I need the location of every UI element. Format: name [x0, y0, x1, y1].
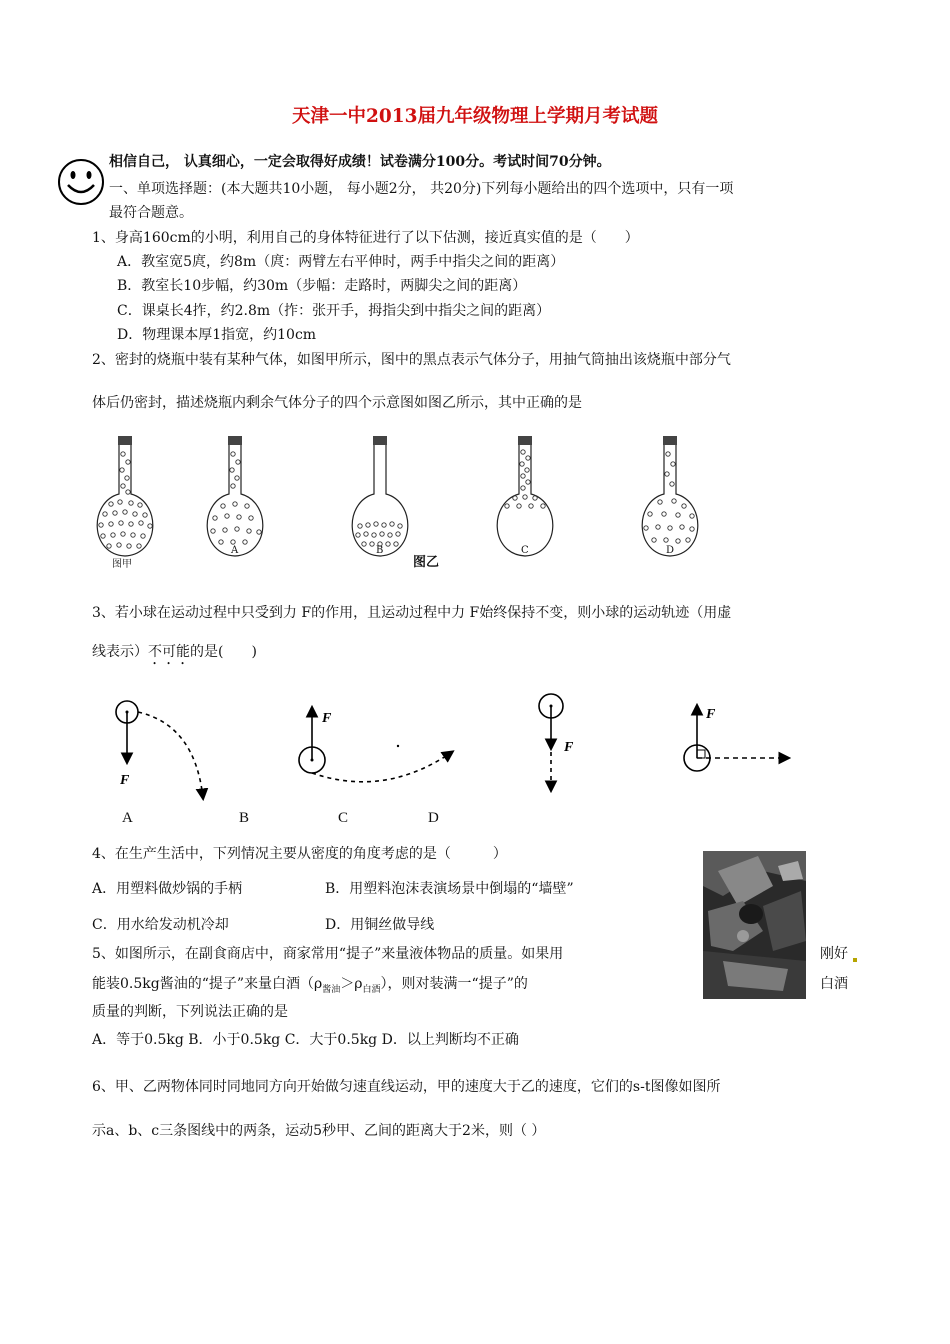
flask-a [207, 436, 263, 556]
q5-stem-line1: 5、如图所示，在副食商店中，商家常用“提子”来量液体物品的质量。如果用 [92, 946, 564, 962]
q3-label-c: C [338, 810, 349, 826]
q4-stem: 4、在生产生活中，下列情况主要从密度的角度考虑的是（ ） [92, 846, 507, 862]
trajectory-b [299, 708, 452, 782]
tizi-photo [703, 851, 806, 999]
flask-figure [85, 430, 705, 570]
q3-label-d: D [428, 810, 439, 826]
flask-label-d: D [666, 545, 675, 556]
flask-label-c: C [521, 545, 529, 556]
flask-label-a: A [231, 545, 239, 556]
page-title: 天津一中2013届九年级物理上学期月考试题 [292, 106, 658, 127]
section-heading: 一、单项选择题：(本大题共10小题， 每小题2分， 共20分)下列每小题给出的四个选项中，只有一项 [109, 181, 734, 197]
section-heading-cont: 最符合题意。 [109, 205, 193, 221]
figure-caption-yi: 图乙 [413, 555, 440, 570]
flask-jia [97, 436, 153, 556]
q2-stem-line1: 2、密封的烧瓶中装有某种气体，如图甲所示，图中的黑点表示气体分子，用抽气筒抽出该烧瓶中部分气 [92, 352, 731, 368]
flask-label-b: B [376, 545, 384, 556]
flask-d [642, 436, 698, 556]
q4-option-c: C．用水给发动机冷却 [92, 917, 229, 933]
q5-stem-line1-right: 刚好 [820, 946, 848, 962]
svg-text:F: F [120, 773, 130, 788]
yellow-dot [853, 958, 857, 962]
smiley-face-icon [56, 157, 106, 207]
q5-options: A．等于0.5kg B．小于0.5kg C．大于0.5kg D．以上判断均不正确 [92, 1032, 519, 1048]
q3-stem-line2: 线表示）不可能的是( ) [92, 644, 257, 660]
q1-option-c: C．课桌长4拃，约2.8m（拃：张开手，拇指尖到中指尖之间的距离） [117, 303, 551, 319]
q1-option-d: D．物理课本厚1指宽，约10cm [117, 327, 317, 343]
q3-label-b: B [239, 810, 250, 826]
q4-option-d: D．用铜丝做导线 [325, 917, 435, 933]
q4-option-a: A．用塑料做炒锅的手柄 [92, 881, 243, 897]
q6-stem-line1: 6、甲、乙两物体同时同地同方向开始做匀速直线运动，甲的速度大于乙的速度，它们的s-t图像如图所 [92, 1079, 721, 1095]
flask-b [352, 436, 408, 556]
q1-option-b: B．教室长10步幅，约30m（步幅：走路时，两脚尖之间的距离） [117, 278, 527, 294]
trajectory-a [116, 701, 203, 798]
q5-stem-line2: 能装0.5kg酱油的“提子”来量白酒$(\rho_{酱油}>\rho_{白酒})$，则对装满一“提子”的 [92, 976, 528, 995]
q3-stem-line1: 3、若小球在运动过程中只受到力 F的作用，且运动过程中力 F始终保持不变，则小球的运动轨迹（用虚 [92, 605, 732, 621]
flask-c [497, 436, 553, 556]
q2-stem-line2: 体后仍密封，描述烧瓶内剩余气体分子的四个示意图如图乙所示，其中正确的是 [92, 395, 582, 411]
exam-intro: 相信自己， 认真细心，一定会取得好成绩！试卷满分100分。考试时间70分钟。 [109, 154, 611, 170]
q6-stem-line2: 示a、b、c三条图线中的两条，运动5秒甲、乙间的距离大于2米，则（ ） [92, 1123, 546, 1139]
trajectory-d [684, 706, 788, 771]
flask-label-jia: 图甲 [112, 559, 132, 570]
trajectory-figure [100, 690, 820, 810]
q3-label-a: A [122, 810, 133, 826]
trajectory-c [539, 694, 574, 790]
q1-option-a: A．教室宽5庹，约8m（庹：两臂左右平伸时，两手中指尖之间的距离） [117, 254, 565, 270]
q1-stem: 1、身高160cm的小明，利用自己的身体特征进行了以下估测，接近真实值的是（ ） [92, 230, 639, 246]
q5-stem-line2-right: 白酒 [820, 976, 848, 992]
q5-stem-line3: 质量的判断，下列说法正确的是 [92, 1004, 288, 1020]
q4-option-b: B．用塑料泡沫表演场景中倒塌的“墙壁” [325, 881, 574, 897]
svg-text:F: F [706, 707, 716, 722]
svg-text:F: F [322, 711, 332, 726]
svg-text:F: F [564, 740, 574, 755]
emphasis-text: 不可能 [148, 644, 190, 660]
